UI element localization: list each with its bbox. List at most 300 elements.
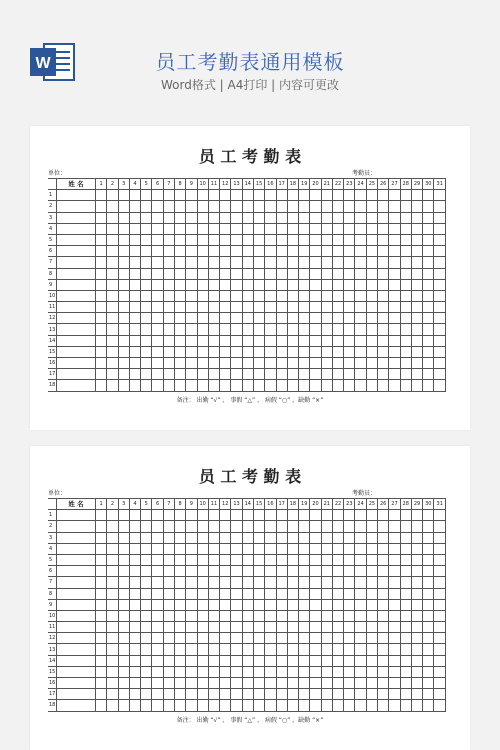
attendance-cell[interactable] (118, 358, 129, 369)
attendance-cell[interactable] (411, 622, 422, 633)
name-cell[interactable] (57, 521, 96, 532)
attendance-cell[interactable] (411, 346, 422, 357)
attendance-cell[interactable] (423, 644, 434, 655)
attendance-cell[interactable] (276, 234, 287, 245)
attendance-cell[interactable] (96, 532, 107, 543)
attendance-cell[interactable] (253, 369, 264, 380)
attendance-cell[interactable] (310, 313, 321, 324)
attendance-cell[interactable] (253, 588, 264, 599)
attendance-cell[interactable] (378, 324, 389, 335)
attendance-cell[interactable] (389, 223, 400, 234)
attendance-cell[interactable] (231, 554, 242, 565)
attendance-cell[interactable] (366, 599, 377, 610)
attendance-cell[interactable] (287, 212, 298, 223)
attendance-cell[interactable] (152, 610, 163, 621)
attendance-cell[interactable] (152, 700, 163, 711)
attendance-cell[interactable] (265, 279, 276, 290)
attendance-cell[interactable] (378, 633, 389, 644)
attendance-cell[interactable] (366, 644, 377, 655)
attendance-cell[interactable] (107, 223, 118, 234)
attendance-cell[interactable] (231, 246, 242, 257)
attendance-cell[interactable] (355, 290, 366, 301)
attendance-cell[interactable] (107, 588, 118, 599)
attendance-cell[interactable] (265, 313, 276, 324)
attendance-cell[interactable] (355, 577, 366, 588)
attendance-cell[interactable] (344, 346, 355, 357)
attendance-cell[interactable] (141, 521, 152, 532)
attendance-cell[interactable] (344, 678, 355, 689)
attendance-cell[interactable] (366, 223, 377, 234)
attendance-cell[interactable] (366, 543, 377, 554)
name-cell[interactable] (57, 279, 96, 290)
attendance-cell[interactable] (423, 622, 434, 633)
attendance-cell[interactable] (231, 346, 242, 357)
attendance-cell[interactable] (220, 302, 231, 313)
attendance-cell[interactable] (231, 700, 242, 711)
attendance-cell[interactable] (220, 532, 231, 543)
attendance-cell[interactable] (423, 246, 434, 257)
attendance-cell[interactable] (208, 246, 219, 257)
attendance-cell[interactable] (321, 302, 332, 313)
attendance-cell[interactable] (344, 190, 355, 201)
attendance-cell[interactable] (299, 223, 310, 234)
attendance-cell[interactable] (220, 599, 231, 610)
attendance-cell[interactable] (141, 655, 152, 666)
attendance-cell[interactable] (242, 543, 253, 554)
attendance-cell[interactable] (434, 532, 446, 543)
attendance-cell[interactable] (220, 234, 231, 245)
attendance-cell[interactable] (411, 510, 422, 521)
attendance-cell[interactable] (141, 543, 152, 554)
attendance-cell[interactable] (129, 279, 140, 290)
attendance-cell[interactable] (96, 666, 107, 677)
attendance-cell[interactable] (186, 257, 197, 268)
attendance-cell[interactable] (400, 610, 411, 621)
attendance-cell[interactable] (253, 700, 264, 711)
attendance-cell[interactable] (355, 510, 366, 521)
attendance-cell[interactable] (332, 700, 343, 711)
attendance-cell[interactable] (152, 335, 163, 346)
attendance-cell[interactable] (197, 201, 208, 212)
attendance-cell[interactable] (411, 302, 422, 313)
attendance-cell[interactable] (287, 201, 298, 212)
attendance-cell[interactable] (208, 566, 219, 577)
attendance-cell[interactable] (434, 678, 446, 689)
attendance-cell[interactable] (434, 246, 446, 257)
attendance-cell[interactable] (310, 610, 321, 621)
attendance-cell[interactable] (389, 599, 400, 610)
attendance-cell[interactable] (299, 313, 310, 324)
attendance-cell[interactable] (174, 190, 185, 201)
attendance-cell[interactable] (366, 622, 377, 633)
attendance-cell[interactable] (389, 678, 400, 689)
attendance-cell[interactable] (400, 369, 411, 380)
attendance-cell[interactable] (96, 577, 107, 588)
attendance-cell[interactable] (220, 678, 231, 689)
attendance-cell[interactable] (107, 543, 118, 554)
attendance-cell[interactable] (129, 655, 140, 666)
attendance-cell[interactable] (107, 510, 118, 521)
attendance-cell[interactable] (152, 644, 163, 655)
attendance-cell[interactable] (96, 543, 107, 554)
attendance-cell[interactable] (141, 313, 152, 324)
attendance-cell[interactable] (231, 268, 242, 279)
attendance-cell[interactable] (344, 700, 355, 711)
attendance-cell[interactable] (434, 666, 446, 677)
attendance-cell[interactable] (231, 610, 242, 621)
attendance-cell[interactable] (118, 689, 129, 700)
attendance-cell[interactable] (186, 358, 197, 369)
attendance-cell[interactable] (197, 678, 208, 689)
attendance-cell[interactable] (174, 622, 185, 633)
attendance-cell[interactable] (186, 610, 197, 621)
attendance-cell[interactable] (355, 223, 366, 234)
attendance-cell[interactable] (321, 246, 332, 257)
attendance-cell[interactable] (276, 290, 287, 301)
attendance-cell[interactable] (423, 666, 434, 677)
attendance-cell[interactable] (174, 655, 185, 666)
attendance-cell[interactable] (208, 201, 219, 212)
attendance-cell[interactable] (310, 689, 321, 700)
attendance-cell[interactable] (220, 279, 231, 290)
attendance-cell[interactable] (299, 190, 310, 201)
attendance-cell[interactable] (265, 532, 276, 543)
attendance-cell[interactable] (355, 566, 366, 577)
attendance-cell[interactable] (411, 246, 422, 257)
attendance-cell[interactable] (152, 622, 163, 633)
attendance-cell[interactable] (107, 554, 118, 565)
attendance-cell[interactable] (265, 302, 276, 313)
attendance-cell[interactable] (423, 700, 434, 711)
attendance-cell[interactable] (321, 279, 332, 290)
attendance-cell[interactable] (366, 324, 377, 335)
name-cell[interactable] (57, 257, 96, 268)
attendance-cell[interactable] (253, 279, 264, 290)
attendance-cell[interactable] (174, 700, 185, 711)
attendance-cell[interactable] (141, 290, 152, 301)
attendance-cell[interactable] (332, 622, 343, 633)
attendance-cell[interactable] (118, 521, 129, 532)
attendance-cell[interactable] (355, 313, 366, 324)
attendance-cell[interactable] (107, 335, 118, 346)
attendance-cell[interactable] (96, 633, 107, 644)
attendance-cell[interactable] (299, 666, 310, 677)
attendance-cell[interactable] (276, 566, 287, 577)
attendance-cell[interactable] (129, 324, 140, 335)
attendance-cell[interactable] (366, 290, 377, 301)
attendance-cell[interactable] (107, 610, 118, 621)
attendance-cell[interactable] (208, 290, 219, 301)
attendance-cell[interactable] (208, 257, 219, 268)
attendance-cell[interactable] (355, 257, 366, 268)
attendance-cell[interactable] (321, 234, 332, 245)
name-cell[interactable] (57, 212, 96, 223)
attendance-cell[interactable] (411, 369, 422, 380)
attendance-cell[interactable] (96, 554, 107, 565)
attendance-cell[interactable] (208, 510, 219, 521)
attendance-cell[interactable] (197, 633, 208, 644)
attendance-cell[interactable] (242, 369, 253, 380)
attendance-cell[interactable] (310, 380, 321, 391)
attendance-cell[interactable] (242, 521, 253, 532)
attendance-cell[interactable] (220, 246, 231, 257)
attendance-cell[interactable] (378, 335, 389, 346)
attendance-cell[interactable] (411, 290, 422, 301)
attendance-cell[interactable] (378, 223, 389, 234)
attendance-cell[interactable] (174, 532, 185, 543)
attendance-cell[interactable] (208, 324, 219, 335)
attendance-cell[interactable] (344, 554, 355, 565)
attendance-cell[interactable] (141, 599, 152, 610)
attendance-cell[interactable] (400, 633, 411, 644)
attendance-cell[interactable] (118, 234, 129, 245)
attendance-cell[interactable] (355, 234, 366, 245)
attendance-cell[interactable] (208, 335, 219, 346)
attendance-cell[interactable] (310, 532, 321, 543)
attendance-cell[interactable] (299, 622, 310, 633)
attendance-cell[interactable] (129, 532, 140, 543)
name-cell[interactable] (57, 689, 96, 700)
attendance-cell[interactable] (287, 554, 298, 565)
attendance-cell[interactable] (242, 246, 253, 257)
attendance-cell[interactable] (265, 655, 276, 666)
attendance-cell[interactable] (107, 633, 118, 644)
attendance-cell[interactable] (265, 622, 276, 633)
attendance-cell[interactable] (96, 290, 107, 301)
attendance-cell[interactable] (321, 190, 332, 201)
attendance-cell[interactable] (423, 201, 434, 212)
attendance-cell[interactable] (208, 358, 219, 369)
attendance-cell[interactable] (366, 335, 377, 346)
attendance-cell[interactable] (434, 346, 446, 357)
attendance-cell[interactable] (231, 290, 242, 301)
attendance-cell[interactable] (400, 689, 411, 700)
attendance-cell[interactable] (129, 302, 140, 313)
attendance-cell[interactable] (231, 532, 242, 543)
attendance-cell[interactable] (389, 279, 400, 290)
attendance-cell[interactable] (197, 369, 208, 380)
attendance-cell[interactable] (231, 358, 242, 369)
attendance-cell[interactable] (321, 257, 332, 268)
attendance-cell[interactable] (321, 290, 332, 301)
attendance-cell[interactable] (197, 257, 208, 268)
attendance-cell[interactable] (118, 313, 129, 324)
attendance-cell[interactable] (141, 510, 152, 521)
attendance-cell[interactable] (174, 268, 185, 279)
attendance-cell[interactable] (265, 678, 276, 689)
attendance-cell[interactable] (197, 268, 208, 279)
attendance-cell[interactable] (321, 510, 332, 521)
attendance-cell[interactable] (299, 543, 310, 554)
attendance-cell[interactable] (400, 380, 411, 391)
attendance-cell[interactable] (186, 633, 197, 644)
attendance-cell[interactable] (366, 678, 377, 689)
attendance-cell[interactable] (276, 223, 287, 234)
attendance-cell[interactable] (118, 622, 129, 633)
attendance-cell[interactable] (276, 369, 287, 380)
attendance-cell[interactable] (186, 346, 197, 357)
attendance-cell[interactable] (411, 268, 422, 279)
attendance-cell[interactable] (378, 369, 389, 380)
attendance-cell[interactable] (344, 644, 355, 655)
attendance-cell[interactable] (220, 324, 231, 335)
attendance-cell[interactable] (355, 689, 366, 700)
attendance-cell[interactable] (163, 543, 174, 554)
attendance-cell[interactable] (332, 212, 343, 223)
attendance-cell[interactable] (141, 335, 152, 346)
attendance-cell[interactable] (163, 577, 174, 588)
attendance-cell[interactable] (96, 700, 107, 711)
attendance-cell[interactable] (378, 566, 389, 577)
attendance-cell[interactable] (355, 369, 366, 380)
attendance-cell[interactable] (434, 521, 446, 532)
attendance-cell[interactable] (141, 588, 152, 599)
attendance-cell[interactable] (389, 369, 400, 380)
attendance-cell[interactable] (310, 234, 321, 245)
attendance-cell[interactable] (253, 644, 264, 655)
attendance-cell[interactable] (129, 577, 140, 588)
attendance-cell[interactable] (197, 246, 208, 257)
attendance-cell[interactable] (129, 257, 140, 268)
attendance-cell[interactable] (332, 380, 343, 391)
attendance-cell[interactable] (378, 212, 389, 223)
attendance-cell[interactable] (174, 610, 185, 621)
attendance-cell[interactable] (287, 633, 298, 644)
attendance-cell[interactable] (344, 212, 355, 223)
attendance-cell[interactable] (253, 302, 264, 313)
attendance-cell[interactable] (344, 223, 355, 234)
attendance-cell[interactable] (321, 521, 332, 532)
attendance-cell[interactable] (118, 369, 129, 380)
attendance-cell[interactable] (163, 633, 174, 644)
attendance-cell[interactable] (107, 380, 118, 391)
attendance-cell[interactable] (276, 700, 287, 711)
name-cell[interactable] (57, 610, 96, 621)
attendance-cell[interactable] (423, 234, 434, 245)
attendance-cell[interactable] (434, 380, 446, 391)
attendance-cell[interactable] (344, 633, 355, 644)
attendance-cell[interactable] (107, 190, 118, 201)
attendance-cell[interactable] (118, 532, 129, 543)
attendance-cell[interactable] (129, 201, 140, 212)
attendance-cell[interactable] (423, 588, 434, 599)
attendance-cell[interactable] (141, 577, 152, 588)
attendance-cell[interactable] (152, 212, 163, 223)
attendance-cell[interactable] (141, 610, 152, 621)
attendance-cell[interactable] (287, 644, 298, 655)
attendance-cell[interactable] (208, 554, 219, 565)
attendance-cell[interactable] (411, 201, 422, 212)
attendance-cell[interactable] (321, 622, 332, 633)
attendance-cell[interactable] (310, 346, 321, 357)
attendance-cell[interactable] (265, 201, 276, 212)
attendance-cell[interactable] (265, 335, 276, 346)
attendance-cell[interactable] (400, 223, 411, 234)
attendance-cell[interactable] (163, 257, 174, 268)
attendance-cell[interactable] (276, 190, 287, 201)
attendance-cell[interactable] (197, 279, 208, 290)
attendance-cell[interactable] (366, 302, 377, 313)
attendance-cell[interactable] (118, 212, 129, 223)
attendance-cell[interactable] (163, 521, 174, 532)
attendance-cell[interactable] (118, 566, 129, 577)
name-cell[interactable] (57, 290, 96, 301)
attendance-cell[interactable] (276, 633, 287, 644)
attendance-cell[interactable] (265, 633, 276, 644)
attendance-cell[interactable] (287, 380, 298, 391)
attendance-cell[interactable] (186, 678, 197, 689)
attendance-cell[interactable] (152, 599, 163, 610)
attendance-cell[interactable] (287, 510, 298, 521)
attendance-cell[interactable] (287, 666, 298, 677)
attendance-cell[interactable] (287, 302, 298, 313)
attendance-cell[interactable] (400, 290, 411, 301)
name-cell[interactable] (57, 346, 96, 357)
attendance-cell[interactable] (321, 655, 332, 666)
attendance-cell[interactable] (276, 554, 287, 565)
attendance-cell[interactable] (344, 566, 355, 577)
attendance-cell[interactable] (163, 279, 174, 290)
attendance-cell[interactable] (197, 655, 208, 666)
attendance-cell[interactable] (141, 566, 152, 577)
attendance-cell[interactable] (231, 257, 242, 268)
attendance-cell[interactable] (197, 532, 208, 543)
attendance-cell[interactable] (411, 644, 422, 655)
attendance-cell[interactable] (389, 689, 400, 700)
attendance-cell[interactable] (423, 510, 434, 521)
attendance-cell[interactable] (344, 335, 355, 346)
attendance-cell[interactable] (174, 335, 185, 346)
attendance-cell[interactable] (208, 633, 219, 644)
attendance-cell[interactable] (299, 532, 310, 543)
attendance-cell[interactable] (400, 268, 411, 279)
attendance-cell[interactable] (242, 223, 253, 234)
attendance-cell[interactable] (378, 599, 389, 610)
name-cell[interactable] (57, 190, 96, 201)
attendance-cell[interactable] (434, 290, 446, 301)
attendance-cell[interactable] (220, 554, 231, 565)
attendance-cell[interactable] (253, 622, 264, 633)
attendance-cell[interactable] (163, 599, 174, 610)
attendance-cell[interactable] (174, 279, 185, 290)
attendance-cell[interactable] (299, 279, 310, 290)
attendance-cell[interactable] (96, 313, 107, 324)
attendance-cell[interactable] (220, 566, 231, 577)
attendance-cell[interactable] (186, 655, 197, 666)
attendance-cell[interactable] (411, 324, 422, 335)
attendance-cell[interactable] (287, 313, 298, 324)
attendance-cell[interactable] (332, 257, 343, 268)
attendance-cell[interactable] (434, 234, 446, 245)
attendance-cell[interactable] (378, 346, 389, 357)
attendance-cell[interactable] (107, 566, 118, 577)
attendance-cell[interactable] (208, 234, 219, 245)
attendance-cell[interactable] (355, 335, 366, 346)
attendance-cell[interactable] (287, 532, 298, 543)
attendance-cell[interactable] (287, 521, 298, 532)
name-cell[interactable] (57, 302, 96, 313)
attendance-cell[interactable] (389, 644, 400, 655)
attendance-cell[interactable] (310, 335, 321, 346)
attendance-cell[interactable] (423, 346, 434, 357)
attendance-cell[interactable] (344, 279, 355, 290)
attendance-cell[interactable] (310, 599, 321, 610)
attendance-cell[interactable] (129, 666, 140, 677)
attendance-cell[interactable] (321, 644, 332, 655)
attendance-cell[interactable] (118, 633, 129, 644)
attendance-cell[interactable] (208, 212, 219, 223)
attendance-cell[interactable] (242, 622, 253, 633)
